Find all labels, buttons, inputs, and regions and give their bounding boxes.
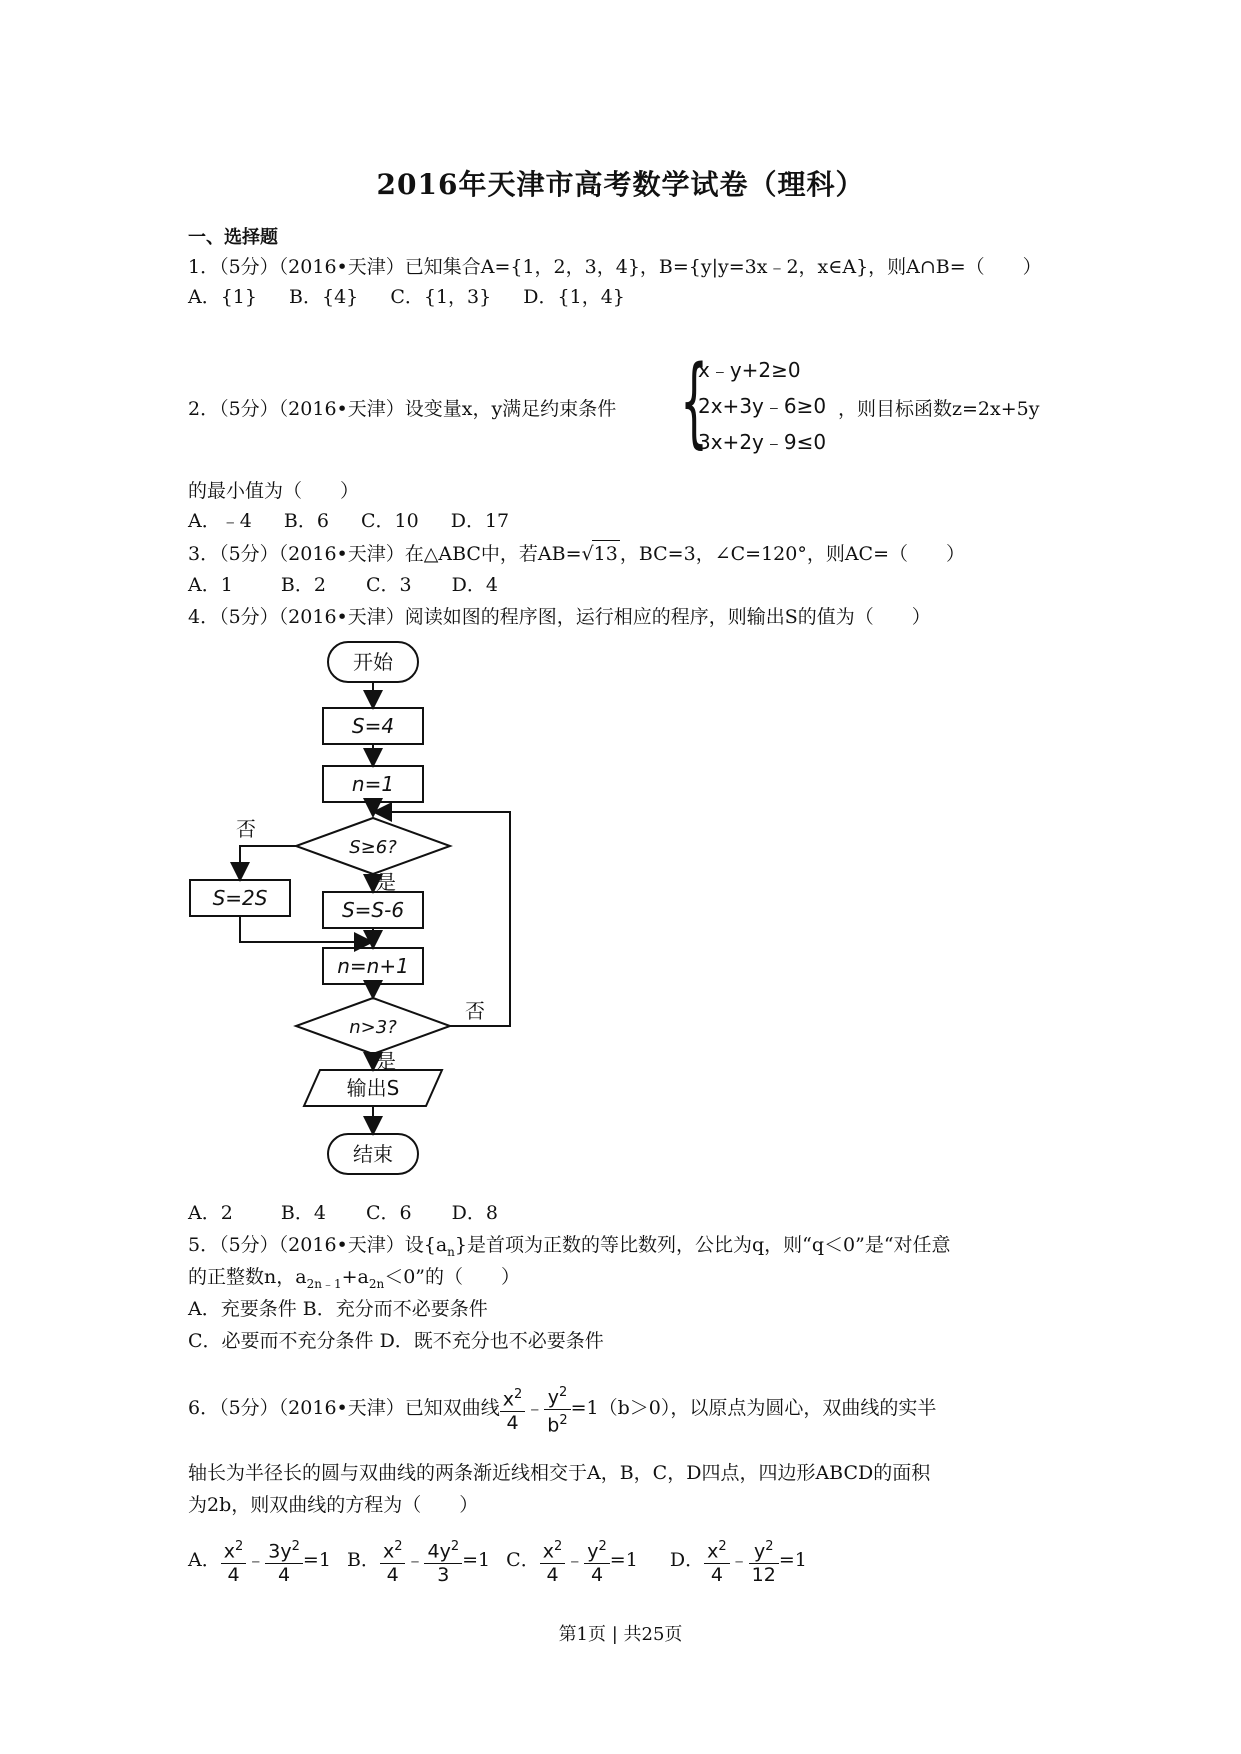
question-5-options-2: C．必要而不充分条件 D．既不充分也不必要条件 xyxy=(188,1330,604,1352)
constraint-2: 2x+3y﹣6≥0 xyxy=(698,394,827,418)
cond2-label: n>3? xyxy=(349,1017,397,1038)
brace-glyph: { xyxy=(680,345,709,459)
cond1-label: S≥6? xyxy=(349,837,397,858)
question-2-stem-a: 2．（5分）（2016•天津）设变量x，y满足约束条件 xyxy=(188,398,617,420)
question-6-options xyxy=(188,1528,807,1592)
option-b: B．{4} xyxy=(289,286,359,308)
output-label: 输出S xyxy=(346,1076,400,1100)
constraint-3: 3x+2y﹣9≤0 xyxy=(698,430,827,454)
question-2-stem-b: ，则目标函数z=2x+5y xyxy=(838,398,1040,420)
question-1-stem: 1．（5分）（2016•天津）已知集合A={1，2，3，4}，B={y|y=3x﹣2，x∈A}，则A∩B=（ ） xyxy=(188,256,1042,278)
cond1-yes-label: 是 xyxy=(376,870,396,894)
question-2-options xyxy=(188,508,535,534)
cond1-no-label: 否 xyxy=(236,817,256,841)
question-5-options-1: A．充要条件 B．充分而不必要条件 xyxy=(188,1298,488,1320)
option-a: A．{1} xyxy=(188,286,257,308)
sqrt-sign: √ xyxy=(581,543,594,565)
question-6-stem-line2: 轴长为半径长的圆与双曲线的两条渐近线相交于A，B，C，D四点，四边形ABCD的面积 xyxy=(188,1462,931,1484)
page-title: 2016年天津市高考数学试卷（理科） xyxy=(376,168,865,201)
q6-text-a: 6．（5分）（2016•天津）已知双曲线 xyxy=(188,1397,500,1419)
constraint-1: x﹣y+2≥0 xyxy=(698,358,801,382)
question-3-options xyxy=(188,572,524,598)
page-footer: 第1页 | 共25页 xyxy=(558,1624,683,1645)
q6-minus: ﹣ xyxy=(525,1397,545,1419)
option-c: C． $\frac{x^2}{4}$ ﹣ $\frac{y^2}{4}$ =1 xyxy=(506,1549,638,1571)
n-inc-label: n=n+1 xyxy=(337,954,409,978)
s-double-label: S=2S xyxy=(212,886,268,910)
question-6-stem-line1 xyxy=(188,1378,936,1438)
program-flowchart xyxy=(180,636,540,1196)
option-b: B． $\frac{x^2}{4}$ ﹣ $\frac{4y^2}{3}$ =1 xyxy=(347,1549,490,1571)
question-5-stem-line1 xyxy=(188,1232,951,1265)
question-4-options xyxy=(188,1200,524,1226)
option-c: C．10 xyxy=(360,510,419,532)
q6-text-b: =1（b＞0），以原点为圆心，双曲线的实半 xyxy=(570,1397,937,1419)
option-c: C．3 xyxy=(365,574,412,596)
question-3-stem-b: ，BC=3，∠C=120°，则AC=（ ） xyxy=(619,543,966,565)
q5-sub-n: n xyxy=(447,1244,455,1259)
frac-y2-b2: $\frac{y^2}{b^2}$ xyxy=(544,1382,570,1436)
n-init-label: n=1 xyxy=(351,772,395,796)
question-2-stem xyxy=(188,396,616,422)
s-minus-label: S=S-6 xyxy=(341,898,405,922)
question-3-stem xyxy=(188,540,965,567)
option-b: B．2 xyxy=(280,574,326,596)
q5-plus: +a xyxy=(341,1266,369,1288)
option-a: A．﹣4 xyxy=(188,510,252,532)
start-label: 开始 xyxy=(353,650,393,674)
option-c: C．6 xyxy=(365,1202,412,1224)
end-label: 结束 xyxy=(353,1142,393,1166)
option-b: B．6 xyxy=(283,510,329,532)
option-d: D．4 xyxy=(451,574,498,596)
s-init-label: S=4 xyxy=(351,714,395,738)
option-b: B．4 xyxy=(280,1202,326,1224)
question-1-options xyxy=(188,284,651,310)
q5-text-c: 的正整数n，a xyxy=(188,1266,307,1288)
q5-text-b: }是首项为正数的等比数列，公比为q，则“q＜0”是“对任意 xyxy=(454,1234,951,1256)
option-a: A．2 xyxy=(188,1202,233,1224)
sqrt-radicand: 13 xyxy=(592,540,620,567)
option-a: A． $\frac{x^2}{4}$ ﹣ $\frac{3y^2}{4}$ =1 xyxy=(188,1549,331,1571)
option-d: D．{1，4} xyxy=(523,286,625,308)
cond2-yes-label: 是 xyxy=(376,1049,396,1073)
constraint-system xyxy=(680,345,830,464)
q5-text-a: 5．（5分）（2016•天津）设{a xyxy=(188,1234,448,1256)
question-2-stem-c: 的最小值为（ ） xyxy=(188,480,360,502)
frac-x2-4: $\frac{x^2}{4}$ xyxy=(500,1384,526,1433)
option-d: D．17 xyxy=(450,510,510,532)
cond2-no-label: 否 xyxy=(465,999,485,1023)
question-6-stem-line3: 为2b，则双曲线的方程为（ ） xyxy=(188,1494,479,1516)
section-heading: 一、选择题 xyxy=(188,227,278,248)
option-a: A．1 xyxy=(188,574,233,596)
q5-sub2: 2n xyxy=(368,1276,385,1291)
q5-sub1: 2n﹣1 xyxy=(306,1276,342,1291)
option-d: D．8 xyxy=(451,1202,498,1224)
question-4-stem: 4．（5分）（2016•天津）阅读如图的程序图，运行相应的程序，则输出S的值为（ ） xyxy=(188,606,931,628)
option-d: D． $\frac{x^2}{4}$ ﹣ $\frac{y^2}{12}$ =1 xyxy=(670,1549,807,1571)
q5-text-d: ＜0”的（ ） xyxy=(384,1266,521,1288)
question-3-stem-a: 3．（5分）（2016•天津）在△ABC中，若AB= xyxy=(188,543,582,565)
question-5-stem-line2 xyxy=(188,1264,520,1297)
option-c: C．{1，3} xyxy=(390,286,492,308)
